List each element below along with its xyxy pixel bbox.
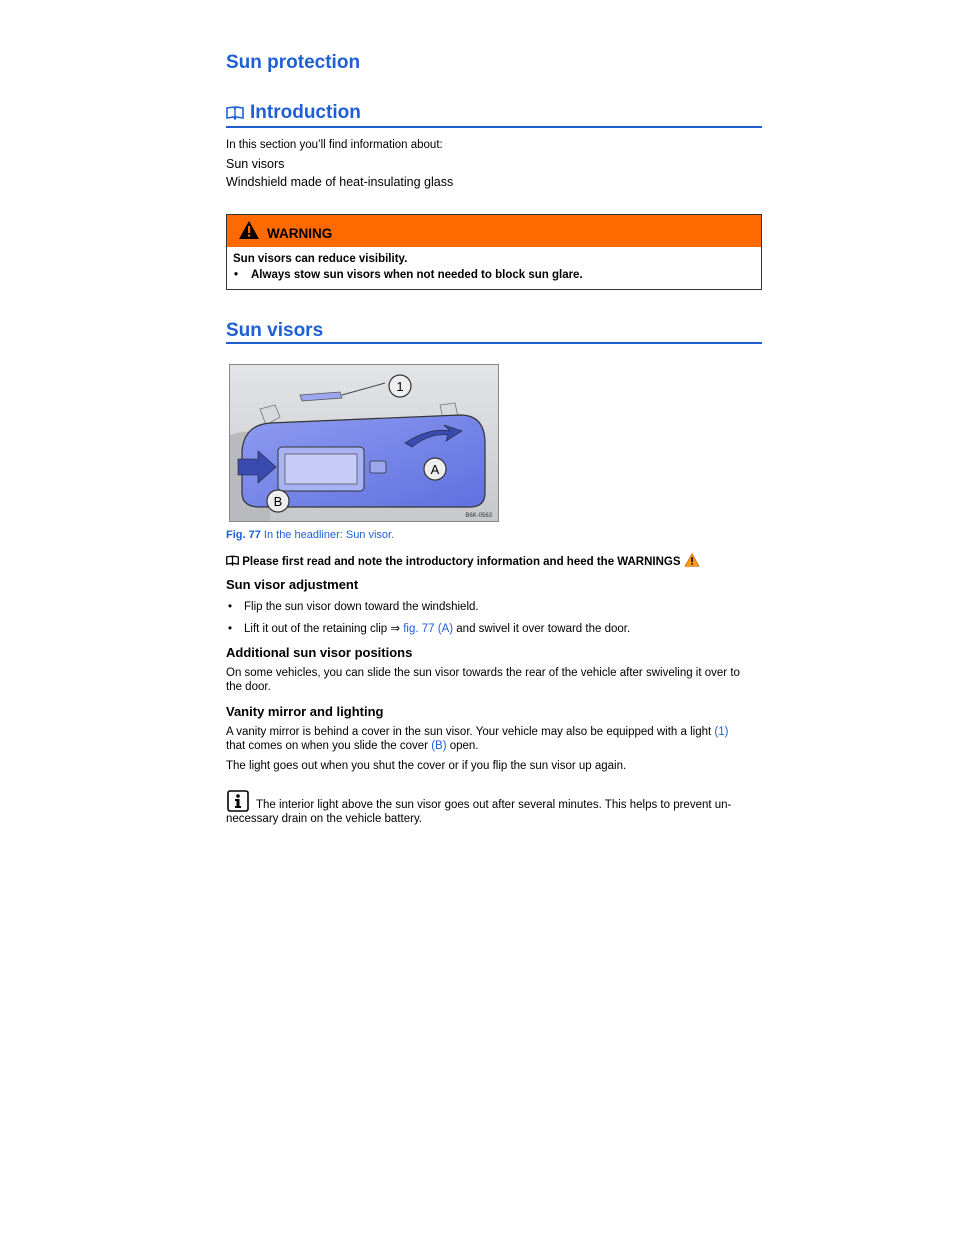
warning-triangle-icon — [684, 553, 700, 567]
figure-caption-text: In the headliner: Sun visor. — [263, 529, 395, 541]
intro-item[interactable]: Sun visors — [226, 157, 285, 171]
figure-number: Fig. 77 — [226, 529, 261, 541]
intro-heading — [226, 102, 762, 128]
vanity-text-post: open. — [446, 740, 479, 752]
warning-bullet — [233, 267, 755, 283]
vanity-text-2: The light goes out when you shut the cover or if you flip the sun visor up again. — [226, 760, 627, 772]
page-title: Sun protection — [226, 52, 361, 73]
bullet-dot: • — [228, 623, 233, 635]
callout-1: 1 — [396, 379, 404, 394]
bullet-dot: • — [234, 269, 239, 281]
intro-item[interactable]: Windshield made of heat-insulating glass — [226, 175, 454, 189]
callout-b: B — [273, 494, 283, 509]
warning-bullet-text: Always stow sun visors when not needed to block sun glare. — [251, 269, 583, 281]
vanity-text-pre: A vanity mirror is behind a cover in the sun visor. Your vehicle may also be equipped with a light — [226, 726, 715, 738]
callout-a: A — [430, 462, 440, 477]
adjust-bullet-text: Flip the sun visor down toward the windshield. — [244, 601, 479, 613]
read-note-text: Please first read and note the introductory information and heed the WARNINGS — [242, 556, 681, 568]
sunvisors-heading — [226, 320, 762, 344]
additional-heading: Additional sun visor positions — [226, 645, 413, 660]
warning-line: Sun visors can reduce visibility. — [233, 253, 408, 265]
ref-link-b[interactable]: (B) — [431, 740, 447, 752]
vanity-text-mid: that comes on when you slide the cover — [226, 740, 432, 752]
adjust-heading: Sun visor adjustment — [226, 577, 359, 592]
adjust-bullet-text — [244, 622, 630, 636]
bullet-dot: • — [228, 601, 233, 613]
fig-ref-link[interactable]: fig. 77 (A) — [403, 623, 454, 635]
intro-lead: In this section you’ll find information about: — [226, 139, 443, 151]
read-note[interactable] — [226, 553, 700, 568]
book-icon — [226, 104, 244, 126]
ref-link-1[interactable]: (1) — [714, 726, 729, 738]
figure-code: B6K-0563 — [465, 513, 492, 519]
warning-bar — [227, 215, 761, 247]
vanity-heading: Vanity mirror and lighting — [226, 704, 384, 719]
sun-visor-figure — [229, 364, 499, 522]
vanity-text — [226, 725, 756, 753]
sunvisors-heading-text: Sun visors — [226, 320, 324, 341]
intro-heading-text: Introduction — [250, 102, 361, 123]
warning-body — [227, 247, 761, 289]
adjust-bullet-text-post: and swivel it over toward the door. — [453, 623, 631, 635]
adjust-bullet-text-pre: Lift it out of the retaining clip ⇒ — [244, 623, 404, 635]
warning-box — [226, 214, 762, 290]
book-icon — [226, 555, 239, 566]
figure-caption — [226, 529, 394, 541]
warning-label: WARNING — [267, 226, 333, 241]
additional-text: On some vehicles, you can slide the sun visor towards the rear of the vehicle after swiveling it over to the door. — [226, 667, 740, 693]
sun-visor-illustration — [230, 365, 498, 521]
warning-triangle-icon — [238, 220, 260, 240]
info-text: The interior light above the sun visor goes out after several minutes. This helps to prevent un-necessary drain on the vehicle battery. — [226, 799, 732, 825]
